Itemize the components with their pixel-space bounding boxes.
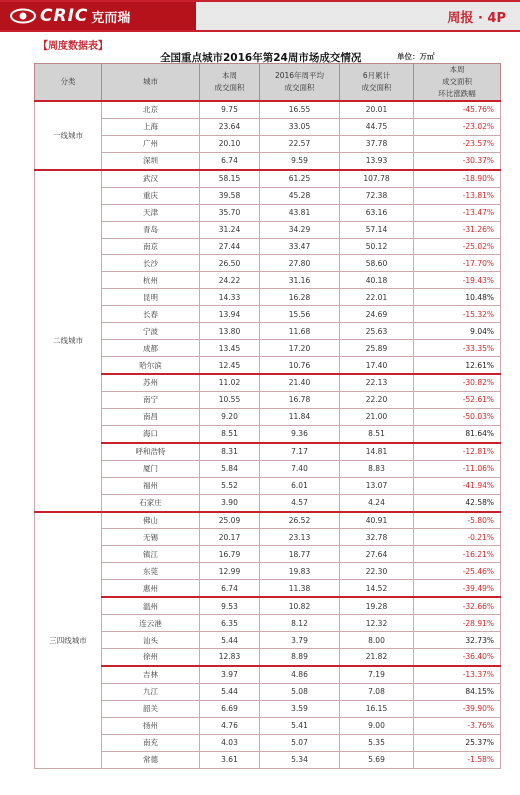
table-row <box>35 734 501 751</box>
change-cell: -23.02% <box>414 118 501 135</box>
avg-cell: 22.57 <box>260 135 340 152</box>
june-cell: 40.91 <box>340 512 414 529</box>
this-week-cell: 27.44 <box>200 238 260 255</box>
change-cell: -30.82% <box>414 374 501 391</box>
city-cell: 常德 <box>102 751 200 768</box>
logo <box>0 2 196 30</box>
col-city: 城市 <box>102 64 200 102</box>
table-row <box>35 255 501 272</box>
table-row <box>35 512 501 529</box>
header-bottom-rule <box>0 30 520 32</box>
avg-cell: 8.12 <box>260 615 340 632</box>
col-category: 分类 <box>35 64 102 102</box>
city-cell: 厦门 <box>102 460 200 477</box>
data-table-container <box>34 63 500 769</box>
col-this-week-line2: 成交面积 <box>214 83 245 92</box>
table-row <box>35 563 501 580</box>
change-cell: 84.15% <box>414 683 501 700</box>
city-cell: 连云港 <box>102 615 200 632</box>
june-cell: 21.00 <box>340 408 414 425</box>
this-week-cell: 5.84 <box>200 460 260 477</box>
this-week-cell: 6.35 <box>200 615 260 632</box>
col-change <box>414 64 501 102</box>
table-row <box>35 391 501 408</box>
june-cell: 7.19 <box>340 666 414 683</box>
change-cell: -11.06% <box>414 460 501 477</box>
this-week-cell: 12.99 <box>200 563 260 580</box>
city-cell: 哈尔滨 <box>102 357 200 374</box>
avg-cell: 5.41 <box>260 717 340 734</box>
city-cell: 海口 <box>102 425 200 442</box>
this-week-cell: 12.83 <box>200 649 260 666</box>
table-row <box>35 700 501 717</box>
this-week-cell: 4.03 <box>200 734 260 751</box>
change-cell: 25.37% <box>414 734 501 751</box>
col-avg <box>260 64 340 102</box>
this-week-cell: 8.31 <box>200 443 260 460</box>
june-cell: 22.01 <box>340 289 414 306</box>
change-cell: -52.61% <box>414 391 501 408</box>
table-body <box>35 101 501 768</box>
col-this-week-line1: 本周 <box>222 71 237 80</box>
change-cell: 10.48% <box>414 289 501 306</box>
this-week-cell: 9.53 <box>200 597 260 614</box>
change-cell: -50.03% <box>414 408 501 425</box>
table-row <box>35 340 501 357</box>
table-header-row <box>35 64 501 102</box>
city-cell: 昆明 <box>102 289 200 306</box>
avg-cell: 26.52 <box>260 512 340 529</box>
table-row <box>35 683 501 700</box>
category-cell: 三四线城市 <box>35 512 102 769</box>
this-week-cell: 11.02 <box>200 374 260 391</box>
city-cell: 韶关 <box>102 700 200 717</box>
change-cell: -18.90% <box>414 170 501 187</box>
change-cell: -13.37% <box>414 666 501 683</box>
category-cell: 一线城市 <box>35 101 102 170</box>
this-week-cell: 3.97 <box>200 666 260 683</box>
table-row <box>35 170 501 187</box>
avg-cell: 33.47 <box>260 238 340 255</box>
avg-cell: 23.13 <box>260 529 340 546</box>
table-row <box>35 717 501 734</box>
this-week-cell: 5.52 <box>200 477 260 494</box>
this-week-cell: 3.61 <box>200 751 260 768</box>
avg-cell: 15.56 <box>260 306 340 323</box>
this-week-cell: 6.74 <box>200 580 260 597</box>
june-cell: 4.24 <box>340 494 414 511</box>
this-week-cell: 5.44 <box>200 683 260 700</box>
city-cell: 石家庄 <box>102 494 200 511</box>
city-cell: 南充 <box>102 734 200 751</box>
june-cell: 40.18 <box>340 272 414 289</box>
this-week-cell: 10.55 <box>200 391 260 408</box>
table-row <box>35 187 501 204</box>
avg-cell: 16.78 <box>260 391 340 408</box>
this-week-cell: 23.64 <box>200 118 260 135</box>
avg-cell: 7.17 <box>260 443 340 460</box>
avg-cell: 31.16 <box>260 272 340 289</box>
this-week-cell: 13.94 <box>200 306 260 323</box>
change-cell: 9.04% <box>414 323 501 340</box>
change-cell: 42.58% <box>414 494 501 511</box>
table-row <box>35 425 501 442</box>
june-cell: 72.38 <box>340 187 414 204</box>
table-row <box>35 580 501 597</box>
table-row <box>35 221 501 238</box>
data-table <box>34 63 501 769</box>
city-cell: 深圳 <box>102 152 200 169</box>
table-row <box>35 546 501 563</box>
change-cell: -5.80% <box>414 512 501 529</box>
avg-cell: 9.59 <box>260 152 340 169</box>
june-cell: 25.63 <box>340 323 414 340</box>
avg-cell: 8.89 <box>260 649 340 666</box>
this-week-cell: 35.70 <box>200 204 260 221</box>
june-cell: 14.81 <box>340 443 414 460</box>
avg-cell: 5.08 <box>260 683 340 700</box>
category-cell: 二线城市 <box>35 170 102 512</box>
avg-cell: 19.83 <box>260 563 340 580</box>
unit-label: 单位：万㎡ <box>397 52 435 61</box>
city-cell: 东莞 <box>102 563 200 580</box>
city-cell: 苏州 <box>102 374 200 391</box>
june-cell: 24.69 <box>340 306 414 323</box>
city-cell: 成都 <box>102 340 200 357</box>
avg-cell: 17.20 <box>260 340 340 357</box>
june-cell: 9.00 <box>340 717 414 734</box>
col-change-line1: 本周 <box>449 65 465 74</box>
june-cell: 7.08 <box>340 683 414 700</box>
june-cell: 63.16 <box>340 204 414 221</box>
table-row <box>35 460 501 477</box>
this-week-cell: 4.76 <box>200 717 260 734</box>
col-june <box>340 64 414 102</box>
change-cell: -41.94% <box>414 477 501 494</box>
city-cell: 南昌 <box>102 408 200 425</box>
june-cell: 13.07 <box>340 477 414 494</box>
avg-cell: 4.86 <box>260 666 340 683</box>
change-cell: 12.61% <box>414 357 501 374</box>
this-week-cell: 31.24 <box>200 221 260 238</box>
june-cell: 8.51 <box>340 425 414 442</box>
avg-cell: 16.28 <box>260 289 340 306</box>
june-cell: 27.64 <box>340 546 414 563</box>
this-week-cell: 13.45 <box>200 340 260 357</box>
city-cell: 青岛 <box>102 221 200 238</box>
city-cell: 惠州 <box>102 580 200 597</box>
change-cell: -13.47% <box>414 204 501 221</box>
this-week-cell: 20.10 <box>200 135 260 152</box>
avg-cell: 5.34 <box>260 751 340 768</box>
avg-cell: 4.57 <box>260 494 340 511</box>
table-row <box>35 152 501 169</box>
june-cell: 14.52 <box>340 580 414 597</box>
june-cell: 25.89 <box>340 340 414 357</box>
this-week-cell: 24.22 <box>200 272 260 289</box>
table-row <box>35 408 501 425</box>
table-row <box>35 649 501 666</box>
this-week-cell: 6.69 <box>200 700 260 717</box>
table-row <box>35 272 501 289</box>
june-cell: 50.12 <box>340 238 414 255</box>
change-cell: 32.73% <box>414 632 501 649</box>
this-week-cell: 3.90 <box>200 494 260 511</box>
city-cell: 温州 <box>102 597 200 614</box>
june-cell: 37.78 <box>340 135 414 152</box>
june-cell: 22.13 <box>340 374 414 391</box>
change-cell: -17.70% <box>414 255 501 272</box>
change-cell: -3.76% <box>414 717 501 734</box>
avg-cell: 7.40 <box>260 460 340 477</box>
city-cell: 徐州 <box>102 649 200 666</box>
table-row <box>35 323 501 340</box>
june-cell: 16.15 <box>340 700 414 717</box>
table-row <box>35 101 501 118</box>
avg-cell: 45.28 <box>260 187 340 204</box>
avg-cell: 11.84 <box>260 408 340 425</box>
city-cell: 吉林 <box>102 666 200 683</box>
this-week-cell: 39.58 <box>200 187 260 204</box>
june-cell: 13.93 <box>340 152 414 169</box>
col-june-line2: 成交面积 <box>361 83 392 92</box>
june-cell: 58.60 <box>340 255 414 272</box>
june-cell: 22.30 <box>340 563 414 580</box>
this-week-cell: 12.45 <box>200 357 260 374</box>
avg-cell: 11.68 <box>260 323 340 340</box>
table-row <box>35 204 501 221</box>
table-row <box>35 443 501 460</box>
this-week-cell: 6.74 <box>200 152 260 169</box>
change-cell: -39.49% <box>414 580 501 597</box>
avg-cell: 6.01 <box>260 477 340 494</box>
change-cell: -33.35% <box>414 340 501 357</box>
city-cell: 重庆 <box>102 187 200 204</box>
avg-cell: 10.82 <box>260 597 340 614</box>
this-week-cell: 9.20 <box>200 408 260 425</box>
avg-cell: 34.29 <box>260 221 340 238</box>
this-week-cell: 58.15 <box>200 170 260 187</box>
table-row <box>35 494 501 511</box>
avg-cell: 33.05 <box>260 118 340 135</box>
this-week-cell: 9.75 <box>200 101 260 118</box>
city-cell: 武汉 <box>102 170 200 187</box>
this-week-cell: 26.50 <box>200 255 260 272</box>
table-row <box>35 615 501 632</box>
this-week-cell: 5.44 <box>200 632 260 649</box>
change-cell: -23.57% <box>414 135 501 152</box>
table-row <box>35 118 501 135</box>
avg-cell: 21.40 <box>260 374 340 391</box>
this-week-cell: 16.79 <box>200 546 260 563</box>
change-cell: -25.02% <box>414 238 501 255</box>
june-cell: 5.69 <box>340 751 414 768</box>
eye-logo-icon <box>10 8 36 24</box>
june-cell: 19.28 <box>340 597 414 614</box>
city-cell: 福州 <box>102 477 200 494</box>
col-avg-line2: 成交面积 <box>284 83 315 92</box>
table-row <box>35 357 501 374</box>
change-cell: -16.21% <box>414 546 501 563</box>
change-cell: -28.91% <box>414 615 501 632</box>
city-cell: 南京 <box>102 238 200 255</box>
city-cell: 杭州 <box>102 272 200 289</box>
avg-cell: 10.76 <box>260 357 340 374</box>
city-cell: 扬州 <box>102 717 200 734</box>
table-row <box>35 135 501 152</box>
change-cell: -13.81% <box>414 187 501 204</box>
this-week-cell: 13.80 <box>200 323 260 340</box>
this-week-cell: 14.33 <box>200 289 260 306</box>
avg-cell: 16.55 <box>260 101 340 118</box>
city-cell: 北京 <box>102 101 200 118</box>
table-row <box>35 238 501 255</box>
section-tag: 【周度数据表】 <box>38 41 108 52</box>
table-row <box>35 751 501 768</box>
june-cell: 44.75 <box>340 118 414 135</box>
avg-cell: 9.36 <box>260 425 340 442</box>
table-row <box>35 374 501 391</box>
june-cell: 8.83 <box>340 460 414 477</box>
june-cell: 8.00 <box>340 632 414 649</box>
city-cell: 长春 <box>102 306 200 323</box>
col-change-line2: 成交面积 <box>442 77 472 86</box>
june-cell: 57.14 <box>340 221 414 238</box>
table-row <box>35 597 501 614</box>
avg-cell: 5.07 <box>260 734 340 751</box>
logo-text: CRIC <box>40 6 89 26</box>
change-cell: -19.43% <box>414 272 501 289</box>
city-cell: 无锡 <box>102 529 200 546</box>
change-cell: -32.66% <box>414 597 501 614</box>
city-cell: 镇江 <box>102 546 200 563</box>
change-cell: -15.32% <box>414 306 501 323</box>
table-row <box>35 289 501 306</box>
col-avg-line1: 2016年周平均 <box>274 71 325 80</box>
logo-chinese: 克而瑞 <box>91 10 131 26</box>
june-cell: 20.01 <box>340 101 414 118</box>
page-header <box>0 0 520 32</box>
city-cell: 天津 <box>102 204 200 221</box>
this-week-cell: 20.17 <box>200 529 260 546</box>
june-cell: 32.78 <box>340 529 414 546</box>
avg-cell: 3.59 <box>260 700 340 717</box>
table-row <box>35 306 501 323</box>
city-cell: 南宁 <box>102 391 200 408</box>
avg-cell: 61.25 <box>260 170 340 187</box>
col-this-week <box>200 64 260 102</box>
city-cell: 呼和浩特 <box>102 443 200 460</box>
change-cell: -0.21% <box>414 529 501 546</box>
city-cell: 上海 <box>102 118 200 135</box>
table-row <box>35 666 501 683</box>
avg-cell: 11.38 <box>260 580 340 597</box>
table-row <box>35 477 501 494</box>
change-cell: -30.37% <box>414 152 501 169</box>
avg-cell: 3.79 <box>260 632 340 649</box>
city-cell: 广州 <box>102 135 200 152</box>
page-label: 周报 · 4P <box>447 11 506 26</box>
change-cell: -45.76% <box>414 101 501 118</box>
change-cell: 81.64% <box>414 425 501 442</box>
city-cell: 佛山 <box>102 512 200 529</box>
june-cell: 22.20 <box>340 391 414 408</box>
change-cell: -31.26% <box>414 221 501 238</box>
change-cell: -1.58% <box>414 751 501 768</box>
avg-cell: 43.81 <box>260 204 340 221</box>
city-cell: 九江 <box>102 683 200 700</box>
june-cell: 107.78 <box>340 170 414 187</box>
change-cell: -39.90% <box>414 700 501 717</box>
change-cell: -12.81% <box>414 443 501 460</box>
city-cell: 宁波 <box>102 323 200 340</box>
city-cell: 长沙 <box>102 255 200 272</box>
avg-cell: 27.80 <box>260 255 340 272</box>
june-cell: 21.82 <box>340 649 414 666</box>
change-cell: -25.46% <box>414 563 501 580</box>
col-change-line3: 环比涨跌幅 <box>438 89 476 98</box>
change-cell: -36.40% <box>414 649 501 666</box>
col-june-line1: 6月累计 <box>362 71 391 80</box>
june-cell: 5.35 <box>340 734 414 751</box>
table-title: 全国重点城市2016年第24周市场成交情况 <box>160 52 362 64</box>
this-week-cell: 25.09 <box>200 512 260 529</box>
june-cell: 17.40 <box>340 357 414 374</box>
table-row <box>35 529 501 546</box>
this-week-cell: 8.51 <box>200 425 260 442</box>
city-cell: 汕头 <box>102 632 200 649</box>
table-row <box>35 632 501 649</box>
avg-cell: 18.77 <box>260 546 340 563</box>
june-cell: 12.32 <box>340 615 414 632</box>
